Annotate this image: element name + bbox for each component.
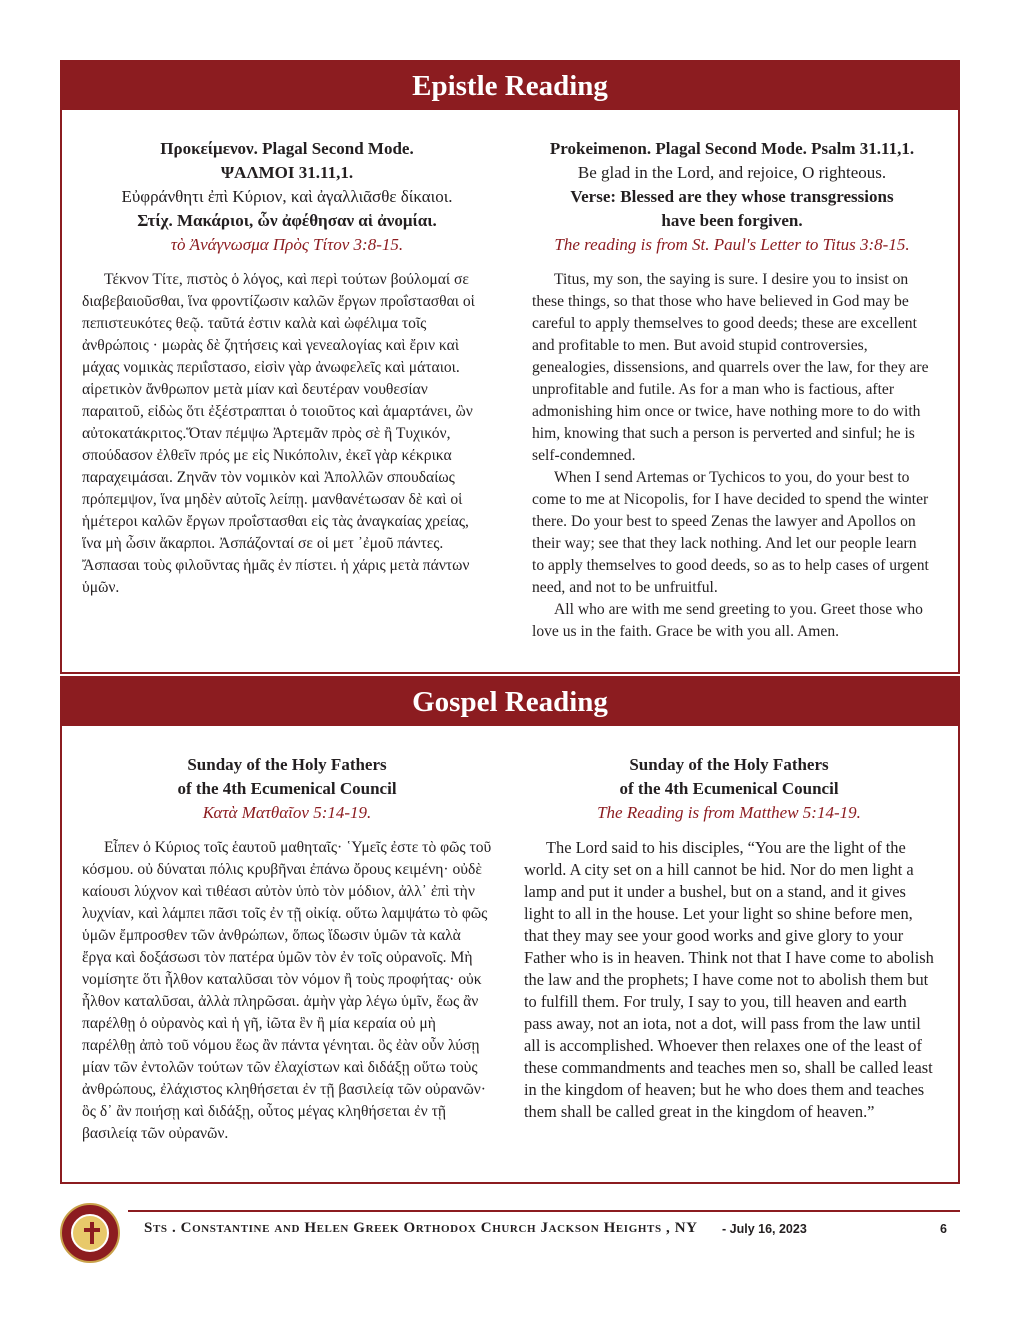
epistle-english-text bbox=[532, 269, 932, 643]
epistle-english-header bbox=[532, 137, 932, 257]
greek-gospel-ref: Κατὰ Ματθαῖον 5:14-19. bbox=[202, 803, 372, 822]
english-gospel-ref: The Reading is from Matthew 5:14-19. bbox=[597, 803, 861, 822]
greek-verse: Στίχ. Μακάριοι, ὧν ἀφέθησαν αἱ ἀνομίαι. bbox=[137, 211, 437, 230]
english-prokeimenon-text: Be glad in the Lord, and rejoice, O righteous. bbox=[577, 163, 887, 182]
paragraph: Εἶπεν ὁ Κύριος τοῖς ἑαυτοῦ μαθηταῖς· ῾Υμεῖς ἐστε τὸ φῶς τοῦ κόσμου. οὐ δύναται πόλις κρυβῆναι ἐπάνω ὄρους κειμένη· οὐδὲ καίουσι λύχνον καὶ τιθέασι αὐτὸν ὑπὸ τὸν μόδιον, ἀλλ᾿ ἐπὶ τὴν λυχνίαν, καὶ λάμπει πᾶσι τοῖς ἐν τῇ οἰκίᾳ. οὕτω λαμψάτω τὸ φῶς ὑμῶν ἔμπροσθεν τῶν ἀνθρώπων, ὅπως ἴδωσιν ὑμῶν τὰ καλὰ ἔργα καὶ δοξάσωσι τὸν πατέρα ὑμῶν τὸν ἐν τοῖς οὐρανοῖς. Μὴ νομίσητε ὅτι ἦλθον καταλῦσαι τὸν νόμον ἢ τοὺς προφήτας· οὐκ ἦλθον καταλῦσαι, ἀλλὰ πληρῶσαι. ἀμὴν γὰρ λέγω ὑμῖν, ἕως ἂν παρέλθῃ ὁ οὐρανὸς καὶ ἡ γῆ, ἰῶτα ἓν ἢ μία κεραία οὐ μὴ παρέλθῃ ἀπὸ τοῦ νόμου ἕως ἂν πάντα γένηται. ὃς ἐὰν οὖν λύσῃ μίαν τῶν ἐντολῶν τούτων τῶν ἐλαχίστων καὶ διδάξῃ οὕτω τοὺς ἀνθρώπους, ἐλάχιστος κληθήσεται ἐν τῇ βασιλείᾳ τῶν οὐρανῶν· ὃς δ᾿ ἂν ποιήσῃ καὶ διδάξῃ, οὗτος μέγας κληθήσεται ἐν τῇ βασιλείᾳ τῶν οὐρανῶν. bbox=[82, 839, 492, 1142]
cross-icon bbox=[90, 1222, 94, 1244]
gospel-greek-header bbox=[82, 753, 492, 825]
gospel-title: Gospel Reading bbox=[62, 678, 958, 726]
english-sunday-title: Sunday of the Holy Fathers bbox=[629, 755, 829, 774]
english-verse-line2: have been forgiven. bbox=[661, 211, 803, 230]
english-council-title: of the 4th Ecumenical Council bbox=[619, 779, 839, 798]
gospel-english-text bbox=[524, 837, 934, 1123]
paragraph: When I send Artemas or Tychicos to you, do your best to come to me at Nicopolis, for I have decided to spend the winter there. Do your best to speed Zenas the lawyer and Apollos on their way; see that they lack nothing. And let our people learn to apply themselves to good deeds, so as to help cases of urgent need, and not to be unfruitful. bbox=[532, 469, 929, 596]
gospel-english-column bbox=[524, 753, 934, 1123]
greek-council-title: of the 4th Ecumenical Council bbox=[177, 779, 397, 798]
greek-sunday-title: Sunday of the Holy Fathers bbox=[187, 755, 387, 774]
english-reading-ref: The reading is from St. Paul's Letter to Titus 3:8-15. bbox=[554, 235, 910, 254]
church-seal-icon bbox=[60, 1203, 120, 1263]
paragraph: The Lord said to his disciples, “You are the light of the world. A city set on a hill cannot be hid. Nor do men light a lamp and put it under a bushel, but on a stand, and it gives light to all in the house. Let your light so shine before men, that they may see your good works and give glory to your Father who is in heaven. Think not that I have come to abolish the law and the prophets; I have come not to abolish them but to fulfill them. For truly, I say to you, till heaven and earth pass away, not an iota, not a dot, will pass from the law until all is accomplished. Whoever then relaxes one of the least of these commandments and teaches men so, shall be called least in the kingdom of heaven; but he who does them and teaches them shall be called great in the kingdom of heaven.” bbox=[524, 838, 934, 1121]
paragraph: Titus, my son, the saying is sure. I desire you to insist on these things, so that those who have believed in God may be careful to apply themselves to good deeds; these are excellent and profitable to men. But avoid stupid controversies, genealogies, dissensions, and quarrels over the law, for they are unprofitable and futile. As for a man who is factious, after admonishing him once or twice, have nothing more to do with him, knowing that such a person is perverted and sinful; he is self-condemned. bbox=[532, 271, 929, 464]
greek-psalm: ΨΑΛΜΟΙ 31.11,1. bbox=[220, 163, 354, 182]
page-number: 6 bbox=[940, 1222, 947, 1236]
gospel-section bbox=[60, 676, 960, 1184]
paragraph: Τέκνον Τίτε, πιστὸς ὁ λόγος, καὶ περὶ τούτων βούλομαί σε διαβεβαιοῦσθαι, ἵνα φροντίζωσιν καλῶν ἔργων προΐστασθαι οἱ πεπιστευκότες θεῷ. ταῦτά ἐστιν καλὰ καὶ ὠφέλιμα τοῖς ἀνθρώποις · μωρὰς δὲ ζητήσεις καὶ γενεαλογίας καὶ ἔριν καὶ μάχας νομικὰς περιΐστασο, εἰσὶν γὰρ ἀνωφελεῖς καὶ μάταιοι. αἱρετικὸν ἄνθρωπον μετὰ μίαν καὶ δευτέραν νουθεσίαν παραιτοῦ, εἰδὼς ὅτι ἐξέστραπται ὁ τοιοῦτος καὶ ἁμαρτάνει, ὢν αὐτοκατάκριτος.Ὅταν πέμψω Ἀρτεμᾶν πρὸς σὲ ἢ Τυχικόν, σπούδασον ἐλθεῖν πρός με εἰς Νικόπολιν, ἐκεῖ γὰρ κέκρικα παραχειμάσαι. Ζηνᾶν τὸν νομικὸν καὶ Ἀπολλῶν σπουδαίως πρόπεμψον, ἵνα μηδὲν αὐτοῖς λείπῃ. μανθανέτωσαν δὲ καὶ οἱ ἡμέτεροι καλῶν ἔργων προΐστασθαι εἰς τὰς ἀναγκαίας χρείας, ἵνα μὴ ὦσιν ἄκαρποι. Ἀσπάζονταί σε οἱ μετ ᾿ἐμοῦ πάντες. Ἄσπασαι τοὺς φιλοῦντας ἡμᾶς ἐν πίστει. ἡ χάρις μετὰ πάντων ὑμῶν. bbox=[82, 271, 475, 596]
footer-divider bbox=[128, 1210, 960, 1212]
gospel-english-header bbox=[524, 753, 934, 825]
english-prokeimenon: Prokeimenon. Plagal Second Mode. Psalm 31.11,1. bbox=[549, 139, 915, 158]
greek-prokeimenon-text: Εὐφράνθητι ἐπὶ Κύριον, καὶ ἀγαλλιᾶσθε δίκαιοι. bbox=[121, 187, 453, 206]
greek-reading-ref: τὸ Ἀνάγνωσμα Πρὸς Τίτον 3:8-15. bbox=[170, 235, 404, 254]
greek-prokeimenon: Προκείμενον. Plagal Second Mode. bbox=[160, 139, 414, 158]
epistle-greek-column bbox=[82, 137, 492, 599]
epistle-greek-header bbox=[82, 137, 492, 257]
footer-church-name: Sts . Constantine and Helen Greek Orthodox Church Jackson Heights , NY bbox=[144, 1220, 698, 1236]
paragraph: All who are with me send greeting to you. Greet those who love us in the faith. Grace be with you all. Amen. bbox=[532, 601, 923, 640]
gospel-greek-column bbox=[82, 753, 492, 1145]
english-verse-line1: Verse: Blessed are they whose transgressions bbox=[570, 187, 894, 206]
epistle-title: Epistle Reading bbox=[62, 62, 958, 110]
seal-inner bbox=[71, 1214, 109, 1252]
epistle-english-column bbox=[532, 137, 932, 643]
epistle-section bbox=[60, 60, 960, 674]
gospel-greek-text bbox=[82, 837, 492, 1145]
footer-date: - July 16, 2023 bbox=[722, 1222, 807, 1236]
epistle-greek-text bbox=[82, 269, 492, 599]
